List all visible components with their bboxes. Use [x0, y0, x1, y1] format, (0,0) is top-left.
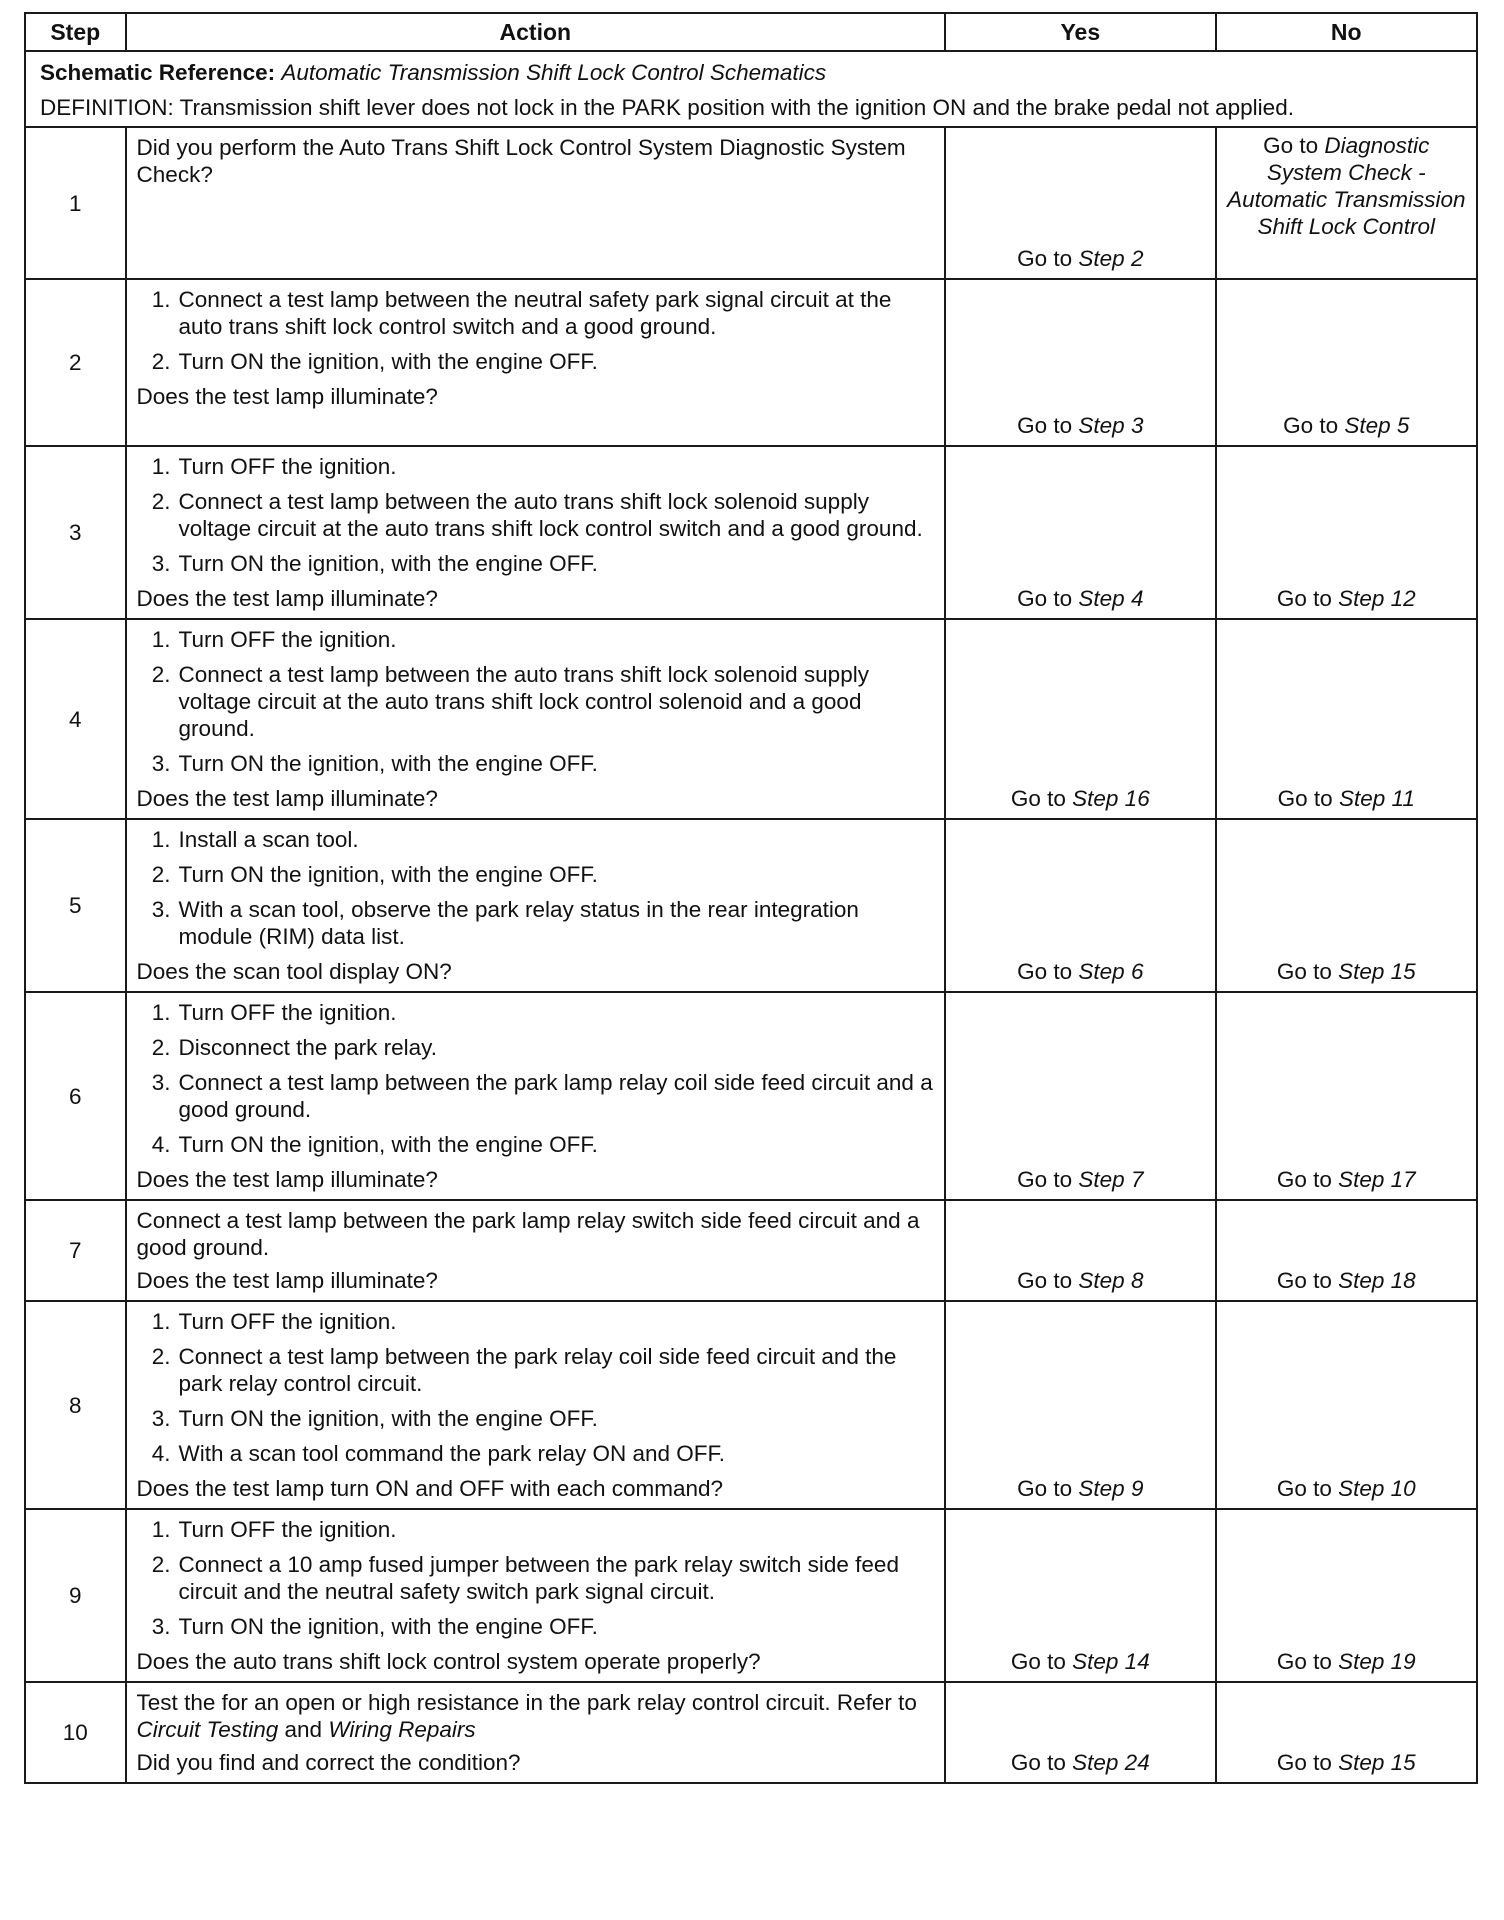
no-goto-prefix: Go to: [1276, 1750, 1332, 1775]
no-cell: [1216, 1682, 1477, 1783]
table-row: [25, 1301, 1477, 1509]
yes-goto-prefix: Go to: [1017, 1268, 1073, 1293]
step-number: 2: [25, 279, 126, 446]
action-question: Does the test lamp illuminate?: [136, 786, 438, 811]
header-no: No: [1216, 13, 1477, 51]
list-item-number: 3.: [151, 751, 171, 776]
yes-goto-link[interactable]: Step 2: [1078, 246, 1144, 271]
action-question: Does the auto trans shift lock control system operate properly?: [136, 1649, 761, 1674]
list-item-text: Connect a test lamp between the auto trans shift lock solenoid supply voltage circuit at the auto trans shift lock control switch and a good ground.: [178, 489, 923, 541]
action-question: Does the test lamp illuminate?: [136, 384, 438, 409]
yes-goto-prefix: Go to: [1010, 1649, 1066, 1674]
list-item-number: 2.: [151, 1035, 171, 1060]
action-question: Does the test lamp turn ON and OFF with each command?: [136, 1476, 724, 1501]
action-steps-list: [137, 286, 935, 375]
list-item-text: Connect a test lamp between the park lamp relay coil side feed circuit and a good ground.: [178, 1070, 933, 1122]
no-cell: [1216, 819, 1477, 992]
no-goto-prefix: Go to: [1263, 133, 1319, 158]
step-number: 4: [25, 619, 126, 819]
table-row: [25, 619, 1477, 819]
action-text: Did you perform the Auto Trans Shift Lock Control System Diagnostic System Check?: [136, 135, 906, 187]
diagnostic-table-page: [24, 12, 1478, 1784]
no-goto-prefix: Go to: [1276, 959, 1332, 984]
yes-goto-prefix: Go to: [1017, 586, 1073, 611]
no-goto-link[interactable]: Step 12: [1338, 586, 1416, 611]
no-goto-prefix: Go to: [1276, 586, 1332, 611]
reference-cell: [25, 51, 1477, 127]
action-cell: [126, 819, 946, 992]
yes-goto-prefix: Go to: [1017, 246, 1073, 271]
diagnostic-table: [24, 12, 1478, 1784]
schematic-reference-link[interactable]: Automatic Transmission Shift Lock Control Schematics: [281, 60, 827, 85]
no-goto-link[interactable]: Step 19: [1338, 1649, 1416, 1674]
list-item-text: Connect a 10 amp fused jumper between the park relay switch side feed circuit and the neutral safety switch park signal circuit.: [178, 1552, 899, 1604]
list-item-number: 3.: [151, 1614, 171, 1639]
list-item-text: With a scan tool command the park relay ON and OFF.: [178, 1441, 726, 1466]
table-row: [25, 279, 1477, 446]
step-number: 7: [25, 1200, 126, 1301]
step-number: 9: [25, 1509, 126, 1682]
list-item: [151, 826, 935, 853]
list-item-number: 2.: [151, 662, 171, 687]
action-steps-list: [137, 626, 935, 777]
yes-cell: [945, 1301, 1215, 1509]
no-cell: [1216, 1301, 1477, 1509]
table-row: [25, 1509, 1477, 1682]
no-goto-prefix: Go to: [1276, 1649, 1332, 1674]
no-goto-link[interactable]: Step 15: [1338, 959, 1416, 984]
list-item-text: Turn ON the ignition, with the engine OFF.: [178, 1132, 598, 1157]
list-item-text: Turn OFF the ignition.: [178, 1000, 397, 1025]
yes-goto-prefix: Go to: [1017, 413, 1073, 438]
table-row: [25, 1682, 1477, 1783]
step-number: 1: [25, 127, 126, 279]
action-steps-list: [137, 1516, 935, 1640]
list-item-number: 2.: [151, 1344, 171, 1369]
no-cell: [1216, 1509, 1477, 1682]
list-item-text: Turn ON the ignition, with the engine OFF.: [178, 751, 598, 776]
no-cell: [1216, 279, 1477, 446]
action-cell: [126, 1509, 946, 1682]
no-goto-prefix: Go to: [1277, 786, 1333, 811]
list-item-text: Turn ON the ignition, with the engine OFF.: [178, 551, 598, 576]
yes-goto-link[interactable]: Step 4: [1078, 586, 1144, 611]
yes-cell: [945, 279, 1215, 446]
step-number: 6: [25, 992, 126, 1200]
list-item-number: 1.: [151, 1309, 171, 1334]
list-item: [151, 750, 935, 777]
schematic-reference: [40, 60, 1462, 85]
yes-goto-link[interactable]: Step 8: [1078, 1268, 1144, 1293]
no-cell: [1216, 446, 1477, 619]
list-item-number: 1.: [151, 454, 171, 479]
list-item-text: Turn OFF the ignition.: [178, 1517, 397, 1542]
action-cell: [126, 127, 946, 279]
no-goto-link[interactable]: Step 11: [1338, 786, 1415, 811]
yes-cell: [945, 446, 1215, 619]
list-item: [151, 1440, 935, 1467]
header-yes: Yes: [945, 13, 1215, 51]
table-row: [25, 819, 1477, 992]
action-cell: [126, 619, 946, 819]
action-cell: [126, 1200, 946, 1301]
step-number: 3: [25, 446, 126, 619]
yes-cell: [945, 1200, 1215, 1301]
header-step: Step: [25, 13, 126, 51]
schematic-reference-label: Schematic Reference:: [40, 60, 276, 85]
action-text-part: Test the for an open or high resistance in the park relay control circuit. Refer to: [136, 1690, 917, 1715]
no-cell: [1216, 992, 1477, 1200]
action-text: Connect a test lamp between the park lamp relay switch side feed circuit and a good ground.: [136, 1208, 920, 1260]
no-goto-link[interactable]: Step 5: [1344, 413, 1410, 438]
list-item-text: Turn ON the ignition, with the engine OFF.: [178, 349, 598, 374]
list-item-number: 2.: [151, 349, 171, 374]
list-item-number: 1.: [151, 827, 171, 852]
yes-goto-link[interactable]: Step 16: [1072, 786, 1150, 811]
list-item-number: 3.: [151, 1070, 171, 1095]
reference-link[interactable]: Wiring Repairs: [328, 1717, 476, 1742]
list-item: [151, 896, 935, 950]
action-question: Does the test lamp illuminate?: [136, 586, 438, 611]
list-item-number: 4.: [151, 1132, 171, 1157]
list-item: [151, 1405, 935, 1432]
list-item-number: 4.: [151, 1441, 171, 1466]
yes-goto-prefix: Go to: [1017, 1167, 1073, 1192]
action-text-part: and: [278, 1717, 329, 1742]
list-item: [151, 488, 935, 542]
yes-cell: [945, 819, 1215, 992]
yes-goto-prefix: Go to: [1017, 1476, 1073, 1501]
action-steps-list: [137, 999, 935, 1158]
list-item-text: Turn ON the ignition, with the engine OFF.: [178, 1406, 598, 1431]
action-cell: [126, 992, 946, 1200]
list-item: [151, 626, 935, 653]
list-item-text: Connect a test lamp between the neutral safety park signal circuit at the auto trans shift lock control switch and a good ground.: [178, 287, 892, 339]
list-item: [151, 1034, 935, 1061]
yes-goto-link[interactable]: Step 9: [1078, 1476, 1144, 1501]
list-item: [151, 1343, 935, 1397]
list-item: [151, 1131, 935, 1158]
list-item: [151, 1613, 935, 1640]
list-item-number: 1.: [151, 627, 171, 652]
yes-cell: [945, 1682, 1215, 1783]
list-item-number: 3.: [151, 897, 171, 922]
step-number: 10: [25, 1682, 126, 1783]
yes-goto-link[interactable]: Step 24: [1072, 1750, 1150, 1775]
list-item: [151, 861, 935, 888]
list-item: [151, 1308, 935, 1335]
list-item-text: Turn ON the ignition, with the engine OFF.: [178, 862, 598, 887]
yes-cell: [945, 127, 1215, 279]
yes-goto-link[interactable]: Step 7: [1078, 1167, 1144, 1192]
list-item-text: Connect a test lamp between the park relay coil side feed circuit and the park relay control circuit.: [178, 1344, 897, 1396]
action-steps-list: [137, 826, 935, 950]
definition-text: DEFINITION: Transmission shift lever does not lock in the PARK position with the ignition ON and the brake pedal not applied.: [40, 95, 1294, 120]
list-item-text: Turn OFF the ignition.: [178, 627, 397, 652]
step-number: 5: [25, 819, 126, 992]
no-cell: [1216, 1200, 1477, 1301]
list-item: [151, 661, 935, 742]
action-cell: [126, 279, 946, 446]
no-goto-link[interactable]: Step 17: [1338, 1167, 1416, 1192]
action-question: Does the test lamp illuminate?: [136, 1167, 438, 1192]
yes-goto-prefix: Go to: [1010, 1750, 1066, 1775]
list-item-number: 3.: [151, 1406, 171, 1431]
list-item-text: Disconnect the park relay.: [178, 1035, 438, 1060]
no-goto-prefix: Go to: [1276, 1167, 1332, 1192]
no-goto-prefix: Go to: [1276, 1476, 1332, 1501]
action-question: Does the scan tool display ON?: [136, 959, 452, 984]
action-steps-list: [137, 453, 935, 577]
list-item: [151, 1069, 935, 1123]
table-row: [25, 446, 1477, 619]
list-item-number: 2.: [151, 489, 171, 514]
list-item: [151, 286, 935, 340]
table-row: [25, 127, 1477, 279]
list-item: [151, 999, 935, 1026]
table-row: [25, 992, 1477, 1200]
list-item-text: Turn OFF the ignition.: [178, 1309, 397, 1334]
reference-row: [25, 51, 1477, 127]
yes-goto-prefix: Go to: [1010, 786, 1066, 811]
list-item-number: 1.: [151, 1000, 171, 1025]
list-item-text: Turn ON the ignition, with the engine OFF.: [178, 1614, 598, 1639]
table-row: [25, 1200, 1477, 1301]
list-item-text: Connect a test lamp between the auto trans shift lock solenoid supply voltage circuit at the auto trans shift lock control solenoid and a good ground.: [178, 662, 869, 741]
list-item-number: 1.: [151, 1517, 171, 1542]
yes-cell: [945, 1509, 1215, 1682]
list-item: [151, 1516, 935, 1543]
yes-goto-prefix: Go to: [1017, 959, 1073, 984]
step-number: 8: [25, 1301, 126, 1509]
list-item-number: 3.: [151, 551, 171, 576]
no-goto-prefix: Go to: [1276, 1268, 1332, 1293]
action-steps-list: [137, 1308, 935, 1467]
list-item-text: Install a scan tool.: [178, 827, 359, 852]
list-item-number: 1.: [151, 287, 171, 312]
table-header-row: [25, 13, 1477, 51]
list-item: [151, 550, 935, 577]
no-goto-link[interactable]: Step 15: [1338, 1750, 1416, 1775]
list-item-text: Turn OFF the ignition.: [178, 454, 397, 479]
no-goto-link[interactable]: Diagnostic System Check - Automatic Transmission Shift Lock Control: [1227, 133, 1466, 239]
action-cell: [126, 1682, 946, 1783]
action-question: Does the test lamp illuminate?: [136, 1268, 438, 1293]
action-text: [137, 1689, 935, 1743]
list-item-number: 2.: [151, 862, 171, 887]
header-action: Action: [126, 13, 946, 51]
yes-cell: [945, 992, 1215, 1200]
yes-goto-link[interactable]: Step 14: [1072, 1649, 1150, 1674]
list-item-text: With a scan tool, observe the park relay status in the rear integration module (RIM) data list.: [178, 897, 859, 949]
action-cell: [126, 446, 946, 619]
list-item: [151, 348, 935, 375]
no-cell: [1216, 619, 1477, 819]
reference-link[interactable]: Circuit Testing: [136, 1717, 279, 1742]
no-goto-prefix: Go to: [1283, 413, 1339, 438]
yes-goto-link[interactable]: Step 3: [1078, 413, 1144, 438]
yes-goto-link[interactable]: Step 6: [1078, 959, 1144, 984]
yes-cell: [945, 619, 1215, 819]
no-cell: [1216, 127, 1477, 279]
action-question: Did you find and correct the condition?: [136, 1750, 521, 1775]
list-item-number: 2.: [151, 1552, 171, 1577]
no-goto-link[interactable]: Step 10: [1338, 1476, 1416, 1501]
action-cell: [126, 1301, 946, 1509]
no-goto-link[interactable]: Step 18: [1338, 1268, 1416, 1293]
list-item: [151, 453, 935, 480]
list-item: [151, 1551, 935, 1605]
